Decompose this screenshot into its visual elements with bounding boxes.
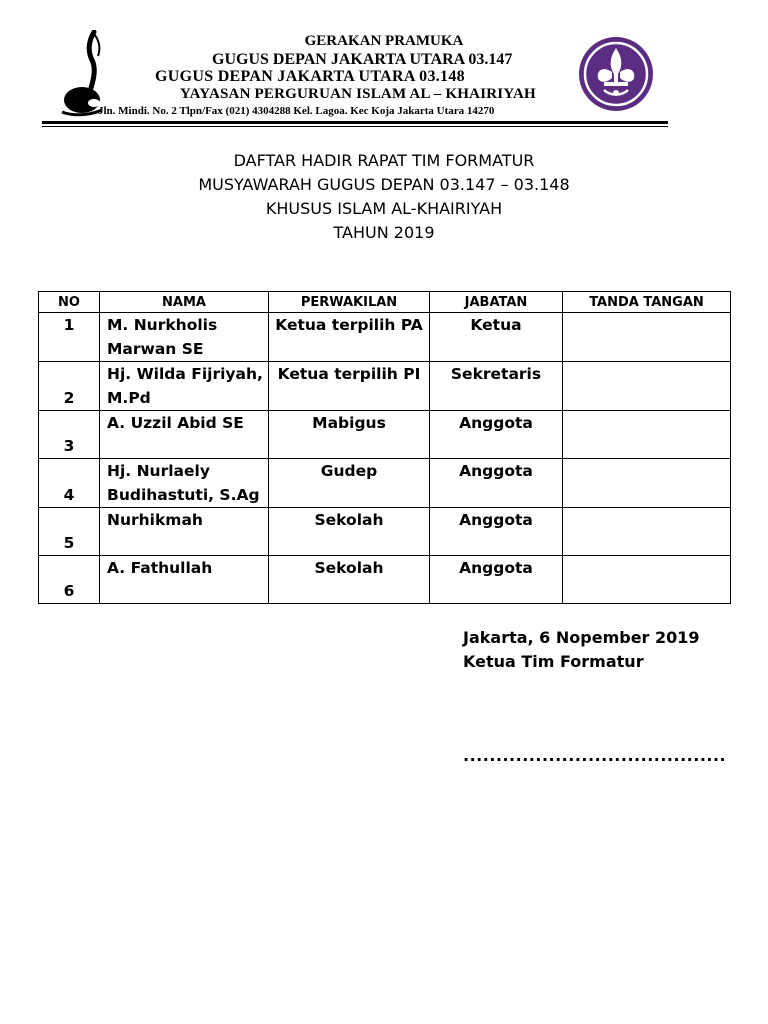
row-no: 6 (39, 556, 100, 604)
row-jabatan: Anggota (430, 411, 563, 459)
header-perwakilan: PERWAKILAN (269, 292, 430, 313)
table-row (39, 411, 731, 459)
row-nama-line-1: Hj. Wilda Fijriyah, (107, 365, 263, 383)
document-title (0, 149, 768, 245)
table-header-row (39, 292, 731, 313)
row-no: 5 (39, 508, 100, 556)
table-row (39, 508, 731, 556)
row-nama (100, 313, 269, 362)
row-nama-line-2: Budihastuti, S.Ag (107, 486, 260, 504)
row-nama (100, 459, 269, 508)
letterhead-address: Jln. Mindi. No. 2 Tlpn/Fax (021) 4304288 Kel. Lagoa. Kec Koja Jakarta Utara 14270 (98, 105, 495, 117)
title-line-4: TAHUN 2019 (333, 223, 435, 242)
table-row (39, 556, 731, 604)
signature-place-date: Jakarta, 6 Nopember 2019 (463, 628, 700, 647)
signature-line: ........................................ (463, 746, 727, 765)
signature-block (463, 626, 700, 674)
table-row (39, 313, 731, 362)
header-no: NO (39, 292, 100, 313)
title-line-1: DAFTAR HADIR RAPAT TIM FORMATUR (233, 151, 535, 170)
row-jabatan: Anggota (430, 508, 563, 556)
row-perwakilan: Ketua terpilih PI (269, 362, 430, 411)
row-tanda-tangan (563, 313, 731, 362)
letterhead-rule-thin (42, 126, 668, 127)
header-tanda-tangan: TANDA TANGAN (563, 292, 731, 313)
row-nama-line-1: Hj. Nurlaely (107, 462, 210, 480)
row-perwakilan: Gudep (269, 459, 430, 508)
world-scout-emblem (578, 36, 654, 112)
row-tanda-tangan (563, 459, 731, 508)
row-nama-line-2: Marwan SE (107, 340, 204, 358)
row-tanda-tangan (563, 556, 731, 604)
row-perwakilan: Sekolah (269, 508, 430, 556)
row-nama-line-1: A. Fathullah (107, 559, 213, 577)
letterhead-organization: GERAKAN PRAMUKA (304, 33, 464, 49)
letterhead-yayasan: YAYASAN PERGURUAN ISLAM AL – KHAIRIYAH (180, 86, 536, 102)
signature-role: Ketua Tim Formatur (463, 652, 644, 671)
row-tanda-tangan (563, 508, 731, 556)
row-nama-line-1: A. Uzzil Abid SE (107, 414, 244, 432)
row-nama (100, 362, 269, 411)
row-nama (100, 556, 269, 604)
table-row (39, 459, 731, 508)
row-no: 4 (39, 459, 100, 508)
row-nama-line-1: Nurhikmah (107, 511, 203, 529)
row-perwakilan: Ketua terpilih PA (269, 313, 430, 362)
header-jabatan: JABATAN (430, 292, 563, 313)
row-jabatan: Ketua (430, 313, 563, 362)
row-nama (100, 411, 269, 459)
letterhead-gugus-1: GUGUS DEPAN JAKARTA UTARA 03.147 (212, 51, 513, 68)
row-perwakilan: Sekolah (269, 556, 430, 604)
row-tanda-tangan (563, 362, 731, 411)
title-line-3: KHUSUS ISLAM AL-KHAIRIYAH (265, 199, 503, 218)
row-no: 1 (39, 313, 100, 362)
letterhead (0, 0, 768, 130)
row-perwakilan: Mabigus (269, 411, 430, 459)
title-line-2: MUSYAWARAH GUGUS DEPAN 03.147 – 03.148 (198, 175, 570, 194)
row-jabatan: Anggota (430, 556, 563, 604)
row-nama-line-1: M. Nurkholis (107, 316, 218, 334)
table-row (39, 362, 731, 411)
row-jabatan: Anggota (430, 459, 563, 508)
header-nama: NAMA (100, 292, 269, 313)
letterhead-rule (42, 121, 668, 124)
row-no: 3 (39, 411, 100, 459)
attendance-table (38, 291, 731, 604)
row-nama-line-2: M.Pd (107, 389, 151, 407)
row-jabatan: Sekretaris (430, 362, 563, 411)
row-tanda-tangan (563, 411, 731, 459)
row-no: 2 (39, 362, 100, 411)
row-nama (100, 508, 269, 556)
letterhead-gugus-2: GUGUS DEPAN JAKARTA UTARA 03.148 (155, 68, 465, 85)
